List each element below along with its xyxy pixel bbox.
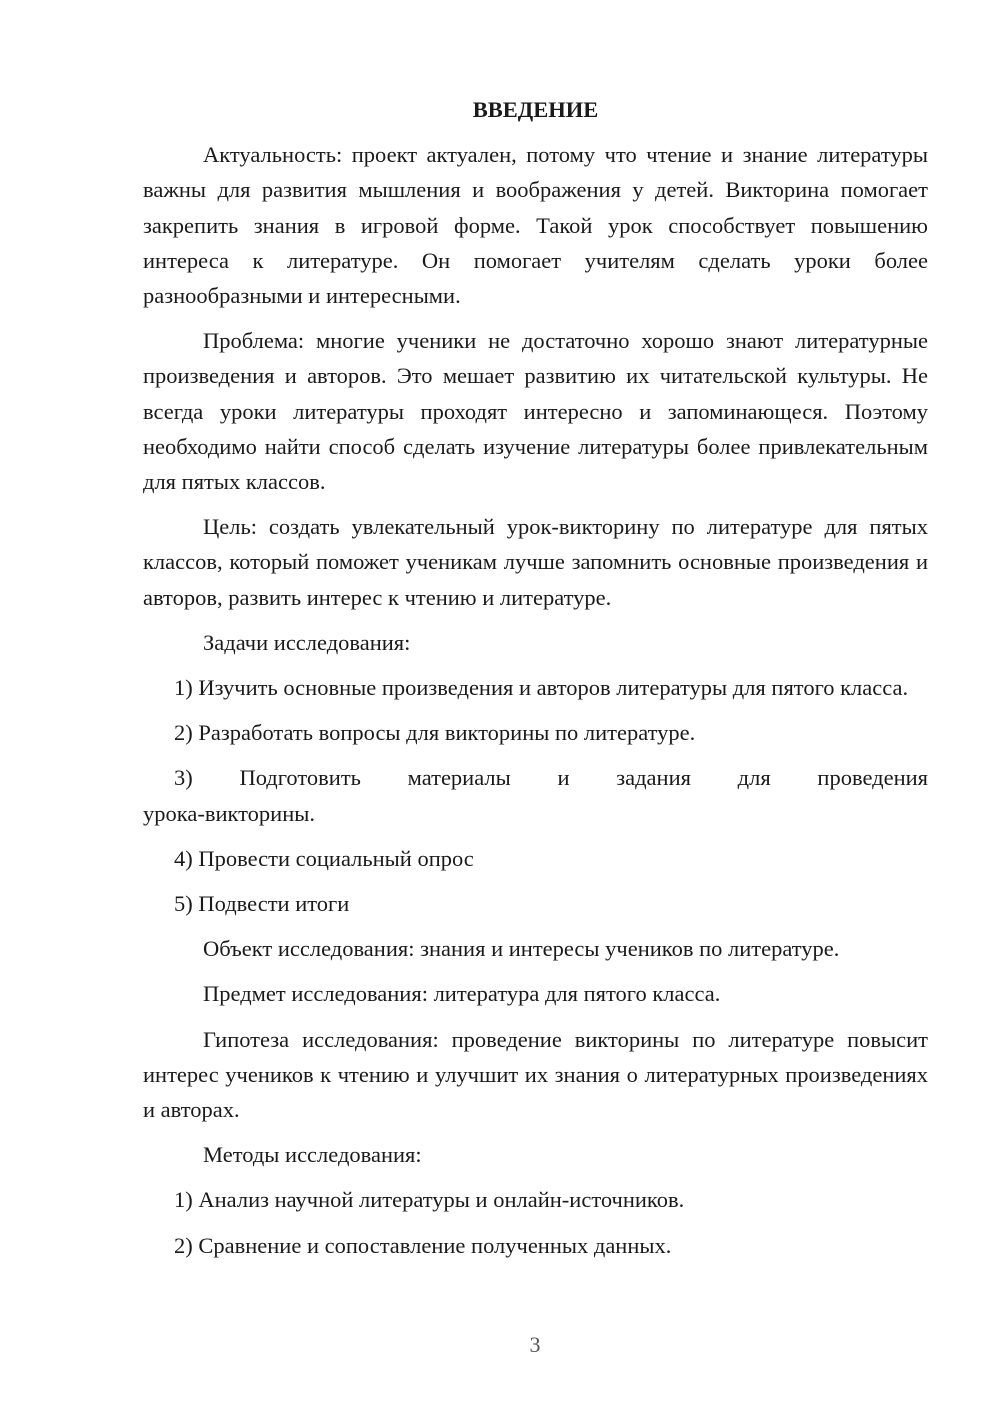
task-item-3	[143, 760, 928, 830]
task-3-word: и	[557, 765, 570, 791]
problem-paragraph: Проблема: многие ученики не достаточно хорошо знают литературные произведения и авторов. Это мешает развитию их читательской культуры. Не всегда уроки литературы проходят интересно и запоминающеся. Поэтому необходимо найти способ сделать изучение литературы более привлекательным для пятых классов.	[143, 328, 928, 495]
research-subject: Предмет исследования: литература для пятого класса.	[203, 981, 721, 1007]
tasks-heading: Задачи исследования:	[203, 629, 411, 655]
task-item-4: 4) Провести социальный опрос	[174, 845, 474, 871]
page-number: 3	[529, 1332, 541, 1357]
hypothesis-paragraph: Гипотеза исследования: проведение викторины по литературе повысит интерес учеников к чтению и улучшит их знания о литературных произведениях и авторах.	[143, 1026, 928, 1123]
task-item-3-first-line	[143, 760, 928, 795]
task-item-5: 5) Подвести итоги	[174, 891, 350, 917]
page-title: ВВЕДЕНИЕ	[472, 97, 599, 122]
task-3-word: материалы	[407, 765, 511, 791]
task-item-1: 1) Изучить основные произведения и авторов литературы для пятого класса.	[174, 675, 909, 701]
task-3-word: 3)	[174, 765, 193, 791]
task-3-word: задания	[616, 765, 691, 791]
goal-paragraph: Цель: создать увлекательный урок-викторину по литературе для пятых классов, который поможет ученикам лучше запомнить основные произведения и авторов, развить интерес к чтению и литературе.	[143, 514, 928, 610]
methods-heading: Методы исследования:	[203, 1142, 422, 1168]
task-item-2: 2) Разработать вопросы для викторины по литературе.	[174, 720, 696, 746]
page-content	[143, 92, 928, 1273]
task-item-3-continuation: урока-викторины.	[143, 800, 315, 826]
task-3-word: проведения	[817, 765, 928, 791]
method-item-2: 2) Сравнение и сопоставление полученных данных.	[174, 1232, 672, 1258]
research-object: Объект исследования: знания и интересы учеников по литературе.	[203, 936, 840, 962]
task-3-word: для	[737, 765, 771, 791]
method-item-1: 1) Анализ научной литературы и онлайн-источников.	[174, 1187, 685, 1213]
task-3-word: Подготовить	[239, 765, 361, 791]
relevance-paragraph: Актуальность: проект актуален, потому что чтение и знание литературы важны для развития мышления и воображения у детей. Викторина помогает закрепить знания в игровой форме. Такой урок способствует повышению интереса к литературе. Он помогает учителям сделать уроки более разнообразными и интересными.	[143, 142, 928, 309]
